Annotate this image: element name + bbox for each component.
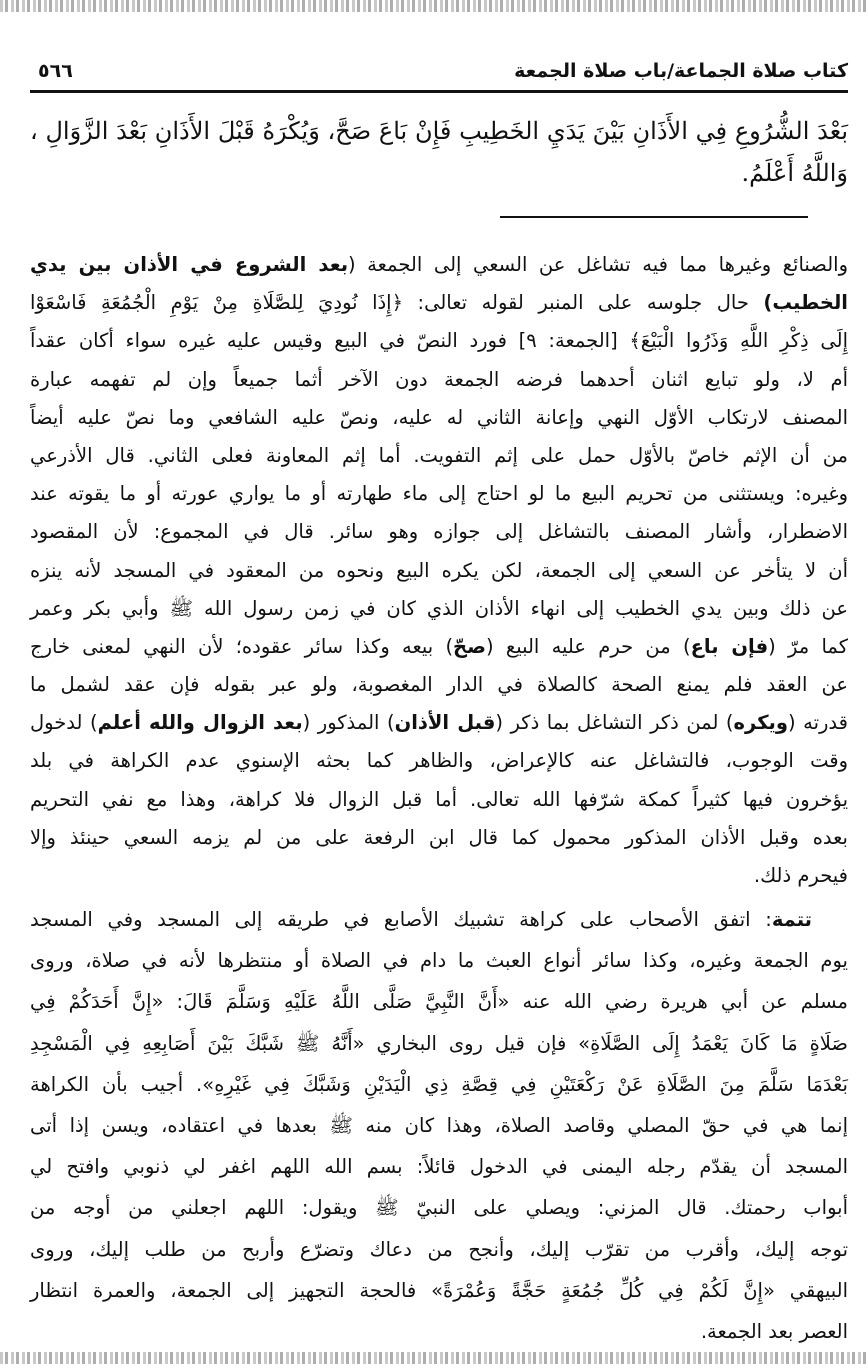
text-line	[30, 1188, 848, 1229]
page-header	[30, 58, 848, 93]
text-line	[30, 437, 848, 475]
bold-text-segment: بعد الزوال والله أعلم	[97, 711, 303, 735]
text-line	[30, 941, 848, 982]
text-segment: يؤخرون فيها كثيراً كمكة شرّفها الله تعالى. أما قبل الزوال فلا كراهة، وهذا مع نفي التحريم	[30, 787, 848, 811]
text-segment: إِلَى ذِكْرِ اللَّهِ وَذَرُوا الْبَيْعَ﴾ [الجمعة: ٩] فورد النصّ في البيع وقيس عليه غيره سواء أكان عقداً	[30, 329, 849, 353]
text-segment: وغيره: ويستثنى من تحريم البيع ما لو احتاج إلى ماء طهارته أو ما يواري عورته أو ما يقوته عند	[30, 482, 848, 506]
text-segment: قدرته (	[787, 711, 848, 735]
text-segment: بعده وقبل الأذان المذكور محمول كما قال ابن الرفعة على من لم يزمه السعي حينئذ وإلا	[30, 825, 848, 849]
bold-text-segment: قبل الأذان	[394, 711, 496, 735]
text-line	[30, 110, 848, 152]
text-line	[30, 666, 848, 704]
text-segment: صَلَاةٍ مَا كَانَ يَعْمَدُ إِلَى الصَّلَاةِ» فإن قيل روى البخاري «أَنَّهُ ﷺ شَبَّكَ بَيْنَ أَصَابِعِهِ فِي الْمَسْجِدِ	[30, 1031, 848, 1055]
text-line	[30, 819, 848, 857]
text-line	[30, 900, 848, 941]
commentary-paragraph	[30, 246, 848, 895]
bold-text-segment: تتمة	[771, 908, 812, 931]
text-line	[30, 246, 848, 284]
text-line	[30, 704, 848, 742]
tatimma-paragraph	[30, 900, 848, 1353]
text-segment: وَاللَّهُ أَعْلَمُ.	[741, 159, 848, 187]
text-line	[30, 284, 848, 322]
text-segment: والصنائع وغيرها مما فيه تشاغل عن السعي إلى الجمعة (	[348, 253, 848, 276]
bold-text-segment: ويكره	[733, 711, 788, 735]
text-line	[30, 982, 848, 1023]
bold-text-segment: فإن باع	[690, 634, 769, 658]
text-segment: حال جلوسه على المنبر لقوله تعالى: ﴿إِذَا نُودِيَ لِلصَّلَاةِ مِنْ يَوْمِ الْجُمُعَةِ فَاسْعَوْا	[30, 291, 764, 315]
text-segment: وقت الوجوب، فالتشاغل عنه كالإعراض، والظاهر كما بحثه الإسنوي عدم الكراهة في بلد	[30, 749, 848, 773]
text-segment: من أن الإثم خاصّ بالأوّل حمل على إثم التفويت. أما إثم المعاونة فعلى الثاني. قال الأذرعي	[30, 443, 848, 467]
text-segment: المسجد أن يقدّم رجله اليمنى في الدخول قائلاً: بسم الله اللهم اغفر لي ذنوبي وافتح لي	[30, 1155, 848, 1179]
text-line	[30, 475, 848, 513]
matn-text	[30, 110, 848, 194]
text-segment: العصر بعد الجمعة.	[700, 1319, 848, 1343]
text-line	[30, 628, 848, 666]
section-divider	[500, 216, 808, 218]
text-segment: ) من حرم عليه البيع (	[485, 634, 691, 658]
text-line	[30, 1065, 848, 1106]
text-segment: ) لمن ذكر التشاغل بما ذكر (	[495, 711, 734, 735]
text-segment: توجه إليك، وأقرب من تقرّب إليك، وأنجح من دعاك وتضرّع وأربح من طلب إليك، وروى	[30, 1237, 848, 1261]
text-segment: : اتفق الأصحاب على كراهة تشبيك الأصابع في طريقه إلى المسجد وفي المسجد	[30, 908, 772, 931]
decorative-border-bottom	[0, 1352, 868, 1364]
text-segment: عن العقد فلم يمنع الصحة كالصلاة في الدار المغصوبة، ولو عبر بقوله فإن عقد لشمل ما	[30, 673, 848, 697]
bold-text-segment: الخطيب)	[763, 291, 848, 315]
text-line	[30, 1106, 848, 1147]
bold-text-segment: بعد الشروع في الأذان بين يدي	[30, 253, 349, 276]
text-line	[30, 399, 848, 437]
text-line	[30, 857, 848, 895]
text-segment: كما مرّ (	[768, 634, 848, 658]
text-line	[30, 742, 848, 780]
text-segment: يوم الجمعة وغيره، وكذا سائر أنواع العبث ما دام في الصلاة أو منتظرها لأنه في صلاة، وروى	[30, 949, 848, 973]
text-line	[30, 552, 848, 590]
text-segment: بَعْدَمَا سَلَّمَ مِنَ الصَّلَاةِ عَنْ رَكْعَتَيْنِ فِي قِصَّةِ ذِي الْيَدَيْنِ وَشَبَّكَ فِي غَيْرِهِ». أجيب بأن الكراهة	[30, 1072, 848, 1096]
text-segment: أم لا، ولو تبايع اثنان أحدهما فرضه الجمعة دون الآخر أثما جميعاً وإن لم تفهمه عبارة	[30, 367, 848, 391]
text-line	[30, 1147, 848, 1188]
text-line	[30, 781, 848, 819]
text-segment: الاضطرار، وأشار المصنف بالتشاغل إلى جوازه وهو سائر. قال في المجموع: لأن المقصود	[30, 520, 848, 544]
text-segment: أبواب رحمتك. قال المزني: ويصلي على النبيّ ﷺ ويقول: اللهم اجعلني من أوجه من	[30, 1196, 848, 1220]
text-line	[30, 590, 848, 628]
text-segment: عن ذلك وبين يدي الخطيب إلى انهاء الأذان الذي كان في زمن رسول الله ﷺ وأبي بكر وعمر	[30, 596, 848, 620]
text-segment: بَعْدَ الشُّرُوعِ فِي الأَذَانِ بَيْنَ يَدَيِ الخَطِيبِ فَإِنْ بَاعَ صَحَّ، وَيُكْرَهُ قَبْلَ الأَذَانِ بَعْدَ الزَّوَالِ ،	[30, 117, 848, 145]
text-line	[30, 322, 848, 360]
text-line	[30, 513, 848, 551]
text-segment: البيهقي «إِنَّ لَكُمْ فِي كُلِّ جُمُعَةٍ حَجَّةً وَعُمْرَةً» فالحجة التجهيز إلى الجمعة، والعمرة انتظار	[30, 1278, 848, 1302]
text-line	[30, 1312, 848, 1353]
text-segment: ) لدخول	[30, 711, 98, 735]
running-title: كتاب صلاة الجماعة/باب صلاة الجمعة	[514, 60, 848, 82]
decorative-border-top	[0, 0, 868, 12]
bold-text-segment: صحّ	[453, 634, 486, 658]
text-segment: أن لا يتأخر عن السعي إلى الجمعة، لكن يكره البيع ونحوه من المعقود في المسجد لأنه ينزه	[30, 558, 848, 582]
page-number: ٥٦٦	[38, 60, 73, 82]
text-line	[30, 1230, 848, 1271]
text-segment: ) بيعه وكذا سائر عقوده؛ لأن النهي لمعنى خارج	[30, 634, 454, 658]
text-segment: ) المذكور (	[302, 711, 395, 735]
text-segment: المصنف لارتكاب الأوّل النهي وإعانة الثاني له عليه، ونصّ عليه الشافعي وما نصّ عليه أيضاً	[30, 405, 848, 429]
text-segment: إنما هي في حقّ المصلي وقاصد الصلاة، وهذا كان منه ﷺ بعدها في اعتقاده، ويسن إذا أتى	[30, 1113, 848, 1137]
text-line	[30, 152, 848, 194]
text-line	[30, 1024, 848, 1065]
text-line	[30, 1271, 848, 1312]
text-segment: فيحرم ذلك.	[753, 864, 848, 887]
text-segment: مسلم عن أبي هريرة رضي الله عنه «أَنَّ النَّبِيَّ صَلَّى اللَّهُ عَلَيْهِ وَسَلَّمَ قَالَ: «إِنَّ أَحَدَكُمْ فِي	[30, 990, 848, 1014]
text-line	[30, 361, 848, 399]
